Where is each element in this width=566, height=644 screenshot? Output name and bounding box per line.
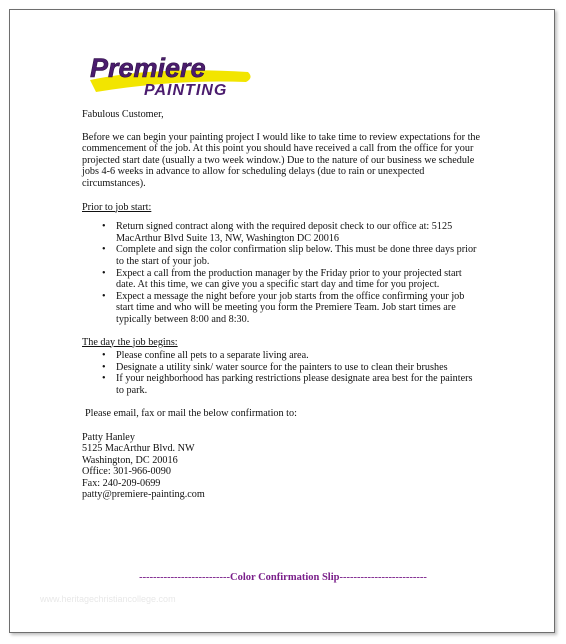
contact-fax: Fax: 240-209-0699 [82,477,161,489]
section-title-day: The day the job begins: [82,336,178,348]
letter-body [82,109,482,501]
contact-office-phone: Office: 301-966-0090 [82,466,171,478]
premiere-painting-logo [86,52,256,102]
intro-paragraph: Before we can begin your painting project I would like to take time to review expectations for the commencement of the job. At this point you should have received a call from the office for your projected start date (usually a two week window.) Due to the nature of our business we schedule jobs 4-6 weeks in advance to allow for scheduling delays (due to rain or unexpected circumstances). [82,131,481,189]
color-confirmation-slip-heading: --------------------------Color Confirmation Slip------------------------- [139,572,427,583]
bullet-icon: • [102,267,106,279]
section-title-prior: Prior to job start: [82,201,152,213]
contact-email[interactable]: patty@premiere-painting.com [82,489,205,501]
list-item: • Return signed contract along with the required deposit check to our office at: 5125 MacArthur Blvd Suite 13, NW, Washington DC 20016 [102,221,453,244]
bullet-icon: • [102,244,106,256]
contact-street: 5125 MacArthur Blvd. NW [82,443,195,455]
contact-city: Washington, DC 20016 [82,454,178,466]
svg-text:PAINTING: PAINTING [144,82,228,99]
email-instruction: Please email, fax or mail the below confirmation to: [85,408,297,420]
svg-text:Premiere: Premiere [90,53,206,83]
list-item: • Expect a message the night before your job starts from the office confirming your job start time and who will be meeting you form the Premiere Team. Job start times are typically between 8:00 and 8:30. [102,290,465,325]
bullet-icon: • [102,361,106,373]
list-item: • Designate a utility sink/ water source for the painters to use to clean their brushes [102,361,448,373]
prior-list [82,221,482,325]
day-list [82,350,482,396]
bullet-icon: • [102,221,106,233]
bullet-icon: • [102,290,106,302]
list-item: • Please confine all pets to a separate living area. [102,350,309,362]
contact-name: Patty Hanley [82,432,135,444]
list-item: • Expect a call from the production manager by the Friday prior to your projected start date. At this time, we can give you a specific start day and time for you project. [102,267,462,291]
watermark: www.heritagechristiancollege.com [40,594,176,604]
greeting: Fabulous Customer, [82,109,164,120]
list-item: • If your neighborhood has parking restrictions please designate area best for the painters to park. [102,373,473,396]
list-item: • Complete and sign the color confirmation slip below. This must be done three days prior to the start of your job. [102,244,477,267]
bullet-icon: • [102,350,106,362]
contact-block [82,432,482,500]
bullet-icon: • [102,373,106,385]
